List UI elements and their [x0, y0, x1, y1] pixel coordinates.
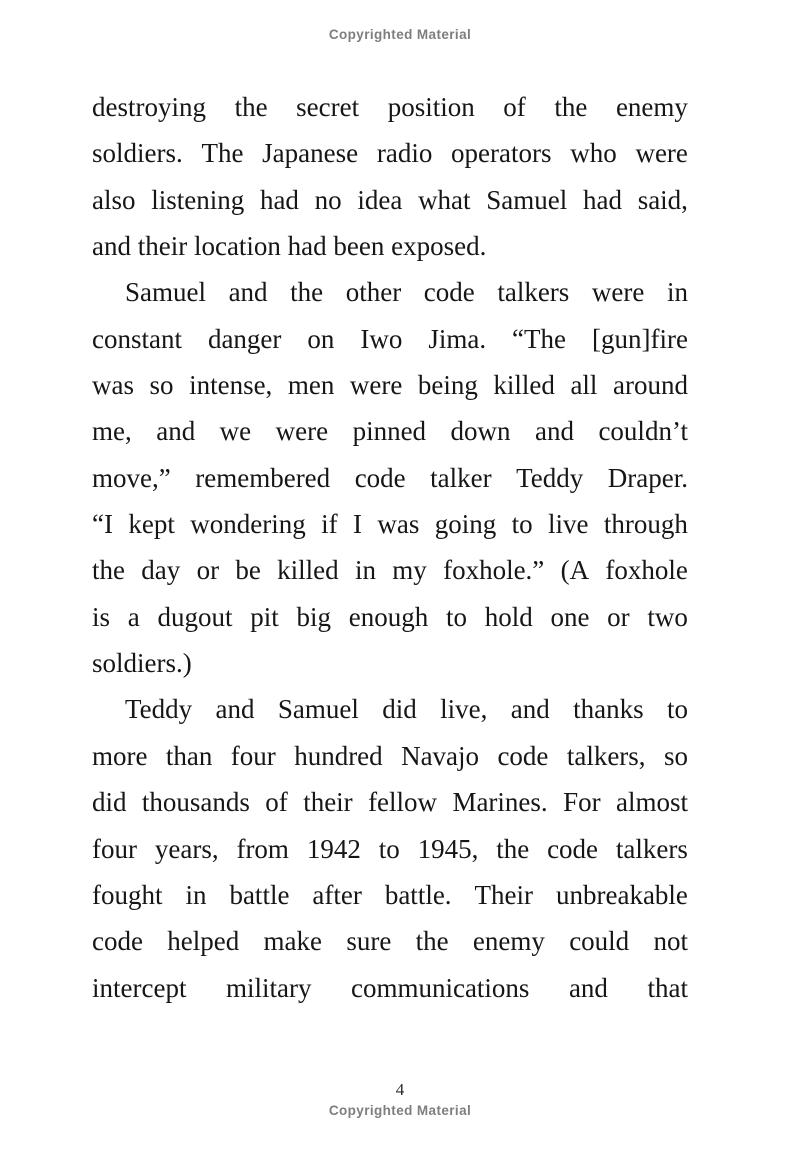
word: to: [445, 601, 467, 632]
word: my: [392, 555, 427, 586]
word: hundred: [294, 740, 383, 771]
text-line: soldiers.): [92, 648, 192, 679]
word: no: [314, 184, 342, 215]
word: day: [141, 555, 181, 586]
word: men: [287, 370, 335, 401]
word: so: [149, 370, 174, 401]
word: years,: [154, 833, 219, 864]
word: is: [92, 601, 111, 632]
word: 1945,: [417, 833, 479, 864]
word: was: [92, 370, 134, 401]
word: so: [663, 740, 688, 771]
word: Jima.: [428, 323, 487, 354]
word: foxhole.”: [443, 555, 545, 586]
word: and: [228, 277, 268, 308]
word: 1942: [306, 833, 361, 864]
word: and: [568, 972, 608, 1003]
text-line: [92, 408, 688, 454]
word: of: [265, 787, 288, 818]
word: [gun]fire: [591, 323, 688, 354]
word: radio: [376, 138, 433, 169]
word: pit: [250, 601, 279, 632]
word: thanks: [573, 694, 644, 725]
word: in: [185, 879, 207, 910]
word: secret: [296, 92, 360, 122]
word: battle.: [384, 879, 452, 910]
word: from: [236, 833, 289, 864]
word: what: [418, 184, 471, 215]
word: battle: [229, 879, 290, 910]
word: to: [666, 694, 688, 725]
word: that: [647, 972, 688, 1003]
word: enough: [348, 601, 429, 632]
text-line: [92, 130, 688, 176]
book-text: [92, 84, 688, 1011]
text-line: [92, 501, 688, 547]
word: and: [215, 694, 255, 725]
word: of: [503, 92, 526, 122]
word: Navajo: [401, 740, 480, 771]
word: were: [635, 138, 688, 169]
word: to: [511, 509, 533, 540]
word: being: [417, 370, 478, 401]
word: intercept: [92, 972, 187, 1003]
word: could: [569, 926, 630, 957]
word: if: [321, 509, 338, 540]
word: more: [92, 740, 148, 771]
word: had: [582, 184, 622, 215]
word: idea: [357, 184, 403, 215]
word: the: [92, 555, 125, 586]
word: live: [548, 509, 589, 540]
word: were: [591, 277, 645, 308]
word: Samuel: [486, 184, 568, 215]
word: did: [382, 694, 417, 725]
word: almost: [615, 787, 688, 818]
word: me,: [92, 416, 132, 447]
word: and: [535, 416, 574, 447]
word: “The: [512, 323, 567, 354]
word: said,: [637, 184, 688, 215]
word: or: [196, 555, 220, 586]
word: the: [554, 92, 588, 122]
word: than: [165, 740, 213, 771]
word: Marines.: [452, 787, 548, 818]
word: the: [234, 92, 268, 122]
text-line: [92, 177, 688, 223]
word: had: [259, 184, 299, 215]
word: who: [570, 138, 617, 169]
word: remembered: [195, 462, 331, 493]
word: listening: [151, 184, 245, 215]
word: in: [666, 277, 688, 308]
word: helped: [167, 926, 240, 957]
text-line: [92, 965, 688, 1011]
word: killed: [493, 370, 555, 401]
word: killed: [277, 555, 339, 586]
word: Teddy: [516, 462, 584, 493]
page-number: 4: [395, 1080, 405, 1099]
word: their: [303, 787, 353, 818]
word: unbreakable: [555, 879, 688, 910]
word: live,: [440, 694, 488, 725]
text-line: [92, 826, 688, 872]
word: also: [92, 184, 136, 215]
word: and: [156, 416, 196, 447]
word: four: [92, 833, 137, 864]
word: through: [603, 509, 688, 540]
word: Samuel: [125, 277, 206, 308]
word: big: [296, 601, 331, 632]
text-line: [92, 547, 688, 593]
word: foxhole: [605, 555, 688, 586]
word: we: [219, 416, 252, 447]
word: code: [423, 277, 475, 308]
text-line: [92, 594, 688, 640]
text-line: [92, 872, 688, 918]
word: enemy: [472, 926, 545, 957]
word: or: [607, 601, 630, 632]
word: all: [570, 370, 598, 401]
word: kept: [128, 509, 175, 540]
word: code: [354, 462, 406, 493]
word: hold: [484, 601, 533, 632]
word: be: [235, 555, 261, 586]
text-line: [92, 686, 688, 732]
word: a: [127, 601, 140, 632]
word: Iwo: [360, 323, 403, 354]
text-line: [92, 918, 688, 964]
word: two: [647, 601, 688, 632]
word: For: [563, 787, 601, 818]
word: code: [547, 833, 599, 864]
word: operators: [451, 138, 552, 169]
word: Japanese: [262, 138, 359, 169]
word: was: [377, 509, 420, 540]
copyright-notice-top: Copyrighted Material: [328, 27, 472, 42]
word: down: [450, 416, 511, 447]
word: communications: [350, 972, 530, 1003]
word: were: [349, 370, 403, 401]
text-line: and their location had been exposed.: [92, 231, 487, 262]
word: code: [497, 740, 549, 771]
text-line: [92, 362, 688, 408]
word: The: [201, 138, 244, 169]
word: in: [354, 555, 376, 586]
word: not: [653, 926, 688, 957]
word: destroying: [92, 92, 206, 122]
word: going: [434, 509, 497, 540]
word: danger: [207, 323, 282, 354]
word: “I: [92, 509, 113, 540]
word: dugout: [157, 601, 233, 632]
word: the: [415, 926, 449, 957]
word: couldn’t: [598, 416, 688, 447]
word: soldiers.: [92, 138, 183, 169]
word: move,”: [92, 462, 171, 493]
word: position: [387, 92, 475, 122]
text-line: [92, 269, 688, 315]
text-line: [92, 316, 688, 362]
word: to: [378, 833, 400, 864]
word: intense,: [189, 370, 273, 401]
word: pinned: [352, 416, 427, 447]
word: sure: [346, 926, 392, 957]
word: fellow: [368, 787, 438, 818]
word: Teddy: [125, 694, 193, 725]
text-line: [92, 733, 688, 779]
word: thousands: [141, 787, 250, 818]
copyright-notice-bottom: Copyrighted Material: [328, 1103, 472, 1118]
word: talkers: [497, 277, 570, 308]
word: constant: [92, 323, 182, 354]
word: did: [92, 787, 127, 818]
word: (A: [560, 555, 590, 586]
word: the: [496, 833, 530, 864]
word: Their: [474, 879, 534, 910]
word: enemy: [615, 92, 688, 122]
word: talkers,: [566, 740, 646, 771]
word: and: [510, 694, 550, 725]
word: I: [352, 509, 362, 540]
word: around: [612, 370, 688, 401]
word: were: [275, 416, 329, 447]
word: Samuel: [277, 694, 359, 725]
word: fought: [92, 879, 163, 910]
word: talkers: [615, 833, 688, 864]
word: on: [307, 323, 335, 354]
word: Draper.: [607, 462, 688, 493]
word: four: [230, 740, 276, 771]
word: one: [550, 601, 590, 632]
text-line: [92, 779, 688, 825]
word: the: [290, 277, 324, 308]
text-line: [92, 455, 688, 501]
word: talker: [430, 462, 492, 493]
word: code: [92, 926, 143, 957]
text-line: [92, 84, 688, 130]
word: other: [345, 277, 402, 308]
word: military: [225, 972, 312, 1003]
word: after: [312, 879, 362, 910]
word: make: [263, 926, 323, 957]
word: wondering: [190, 509, 306, 540]
